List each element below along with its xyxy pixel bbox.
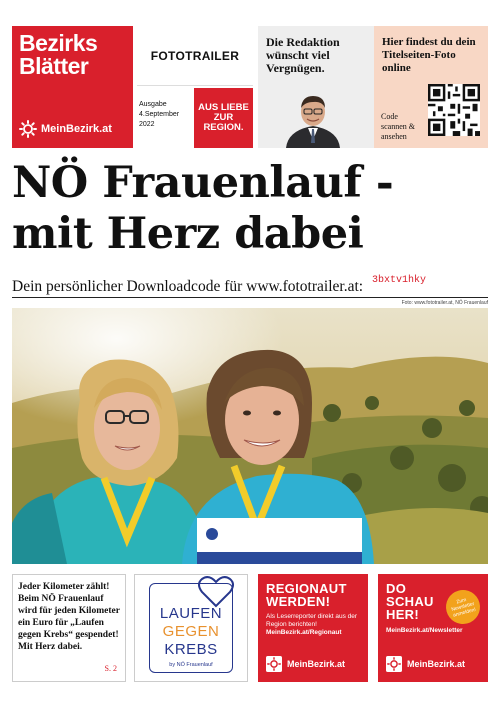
cover-photo — [12, 308, 488, 564]
headline-line2: mit Herz dabei — [12, 209, 364, 259]
newsletter-badge: Zum Newsletter anmelden! — [442, 586, 484, 628]
sun-logo-icon — [266, 656, 282, 672]
brand-site-row — [19, 120, 112, 138]
heart-icon — [196, 574, 236, 608]
qr-caption-text: Code scannen & ansehen — [381, 112, 415, 141]
logo-word-gegen: GEGEN — [162, 623, 220, 640]
regionaut-site: MeinBezirk.at — [287, 659, 346, 669]
regionaut-ad[interactable] — [258, 574, 368, 682]
slogan-box — [194, 88, 253, 148]
photo-credit: Foto: www.fototrailer.at, NÖ Frauenlauf — [401, 300, 488, 306]
regionaut-title: REGIONAUT WERDEN! — [266, 581, 347, 609]
brand-logo[interactable] — [12, 26, 133, 148]
editor-message: Die Redaktion wünscht viel Vergnügen. — [266, 35, 340, 75]
masthead — [12, 26, 488, 148]
headline-line1: NÖ Frauenlauf - — [12, 158, 394, 208]
newsletter-title: DO SCHAU HER! — [386, 581, 434, 622]
newsletter-link[interactable]: MeinBezirk.at/Newsletter — [386, 627, 463, 634]
newsletter-ad[interactable] — [378, 574, 488, 682]
download-text: Dein persönlicher Downloadcode für www.fototrailer.at: — [12, 278, 364, 295]
laufen-gegen-krebs-logo-box — [134, 574, 248, 682]
qr-title: Hier findest du dein Titelseiten-Foto online — [382, 36, 476, 74]
issue-info — [137, 90, 192, 146]
brand-name-line1: Bezirks — [19, 30, 98, 56]
sun-logo-icon — [19, 120, 37, 138]
section-title: FOTOTRAILER — [137, 26, 253, 86]
issue-date: 4.September 2022 — [139, 111, 180, 128]
logo-by-line: by NÖ Frauenlauf — [169, 662, 213, 668]
logo-word-laufen: LAUFEN — [159, 605, 223, 622]
newsletter-site: MeinBezirk.at — [407, 659, 466, 669]
qr-code-icon[interactable] — [428, 84, 480, 136]
editor-portrait — [282, 88, 344, 148]
brand-name-line2: Blätter — [19, 53, 89, 79]
qr-box — [374, 26, 488, 148]
laufen-gegen-krebs-logo — [149, 583, 233, 673]
issue-label: Ausgabe — [139, 101, 167, 108]
regionaut-footer — [266, 656, 345, 672]
slogan-text: AUS LIEBE ZUR REGION. — [198, 102, 249, 133]
editor-box — [258, 26, 374, 148]
teaser-text: Jeder Kilometer zählt! Beim NÖ Frauenlauf wird für jeden Kilometer ein Euro für „Laufen gegen Krebs“ gespendet! Mit Herz dabei. — [18, 582, 120, 652]
qr-caption — [381, 112, 421, 142]
teaser-page-ref: S. 2 — [104, 664, 117, 673]
newsletter-footer — [386, 656, 465, 672]
regionaut-subtitle: Als Leserreporter direkt aus der Region berichten! — [266, 613, 358, 628]
logo-word-krebs: KREBS — [164, 641, 218, 658]
sun-logo-icon — [386, 656, 402, 672]
download-code[interactable]: 3bxtv1hky — [372, 275, 427, 286]
headline — [12, 158, 488, 260]
teaser-box[interactable] — [12, 574, 126, 682]
brand-site-label: MeinBezirk.at — [41, 123, 112, 135]
divider — [12, 297, 488, 298]
regionaut-link[interactable]: MeinBezirk.at/Regionaut — [266, 629, 342, 636]
